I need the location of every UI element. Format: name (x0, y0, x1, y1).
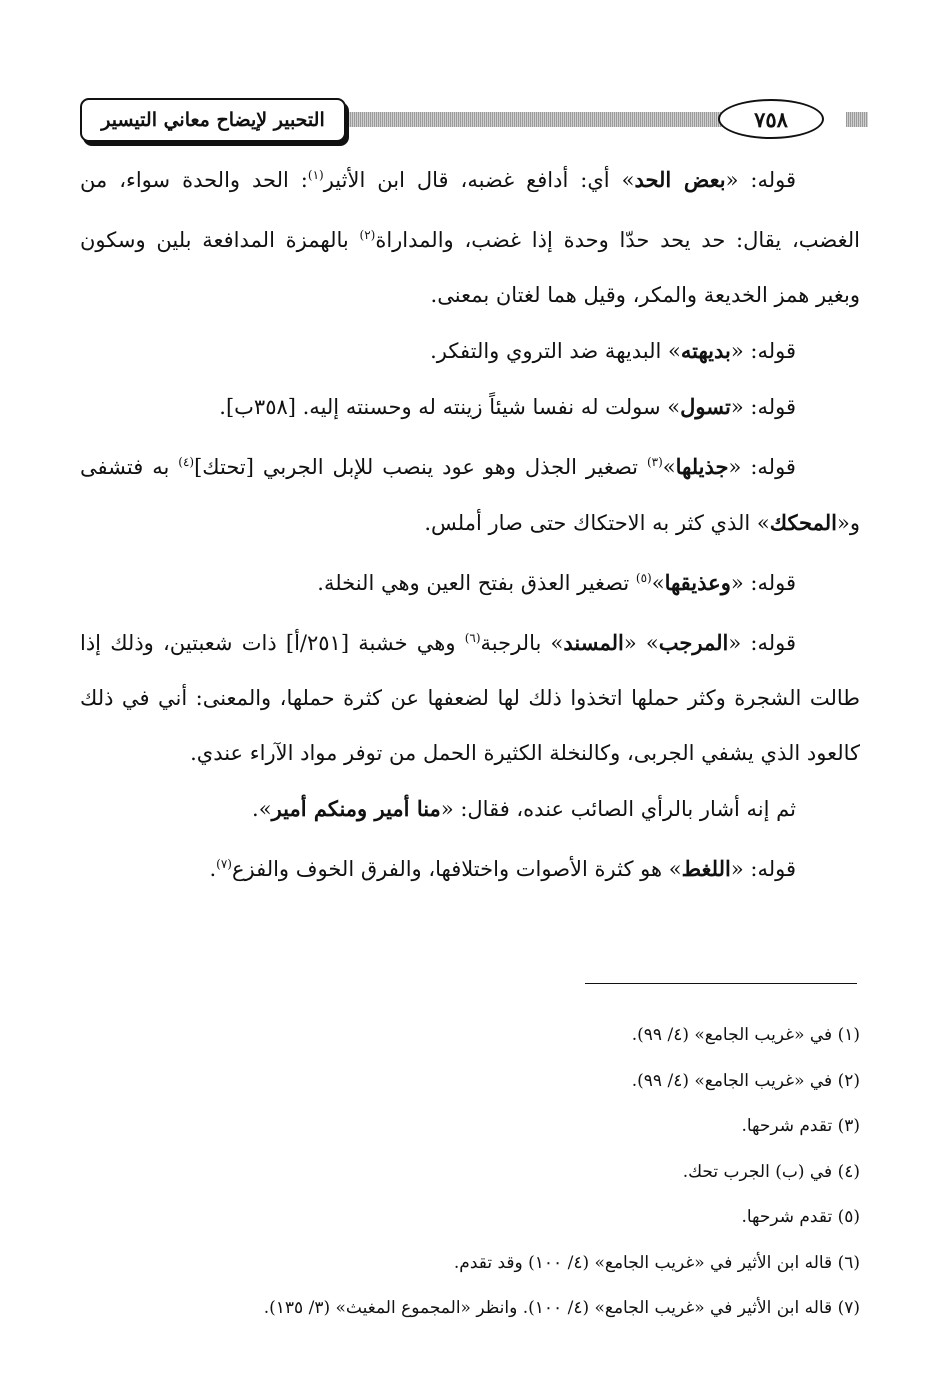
text-run: قوله: « (725, 168, 796, 192)
text-run: تصغير العذق بفتح العين وهي النخلة. (317, 571, 636, 595)
footnote-5: (٥) تقدم شرحها. (741, 1207, 860, 1227)
footnotes (200, 1013, 860, 1332)
footnote-2: (٢) في «غريب الجامع» (٤/ ٩٩). (631, 1070, 860, 1091)
text-run: . (209, 857, 217, 881)
text-run: » سولت له نفسا شيئاً زينته له وحسنته إليه. [٣٥٨ب]. (219, 395, 681, 419)
term-bold: بديهته (680, 338, 731, 363)
paragraph-7 (80, 781, 860, 837)
term-bold: اللغط (681, 856, 731, 881)
main-text (80, 148, 860, 897)
text-run: » (651, 571, 665, 595)
paragraph-1 (80, 148, 860, 323)
term-bold: المحكك (769, 510, 837, 535)
text-run: تصغير الجذل وهو عود ينصب للإبل الجربي [تحتك] (194, 455, 647, 479)
header-ornament-tail (846, 112, 868, 127)
text-run: » هو كثرة الأصوات واختلافها، والفرق الخوف والفزع (231, 857, 682, 881)
text-run: ». (252, 797, 272, 821)
text-run: » البديهة ضد التروي والتفكر. (430, 339, 681, 363)
paragraph-3 (80, 379, 860, 435)
text-run: قوله: « (730, 571, 796, 595)
footnote-ref: (١) (307, 168, 324, 182)
paragraph-2 (80, 323, 860, 379)
text-run: : الحد والحدة سواء، من الغضب، يقال: حد يحد حدّا وحدة إذا غضب، والمداراة (80, 168, 860, 252)
text-run: قوله: « (730, 395, 796, 419)
text-run: » « (623, 631, 659, 655)
footnote-ref: (٦) (464, 631, 481, 645)
text-run: به فتشفى و« (80, 455, 860, 535)
term-bold: جذيلها (675, 454, 729, 479)
footnote-3: (٣) تقدم شرحها. (741, 1116, 860, 1136)
page-number: ٧٥٨ (718, 99, 824, 139)
page-header (78, 98, 868, 148)
footnote-ref: (٤) (178, 455, 195, 469)
footnote-7: (٧) قاله ابن الأثير في «غريب الجامع» (٤/ ١٠٠). وانظر «المجموع المغيث» (٣/ ١٣٥). (263, 1298, 860, 1318)
footnote-ref: (٧) (216, 857, 232, 871)
term-bold: بعض الحد (634, 167, 726, 192)
footnote-4: (٤) في (ب) الجرب تحك. (682, 1161, 860, 1182)
paragraph-4 (80, 435, 860, 551)
term-bold: منا أمير ومنكم أمير (271, 796, 441, 821)
text-run: بالهمزة المدافعة بلين وسكون وبغير همز الخديعة والمكر، وقيل هما لغتان بمعنى. (80, 228, 860, 307)
footnote-ref: (٥) (635, 571, 652, 585)
text-run: وهي خشبة [٢٥١/أ] ذات شعبتين، وذلك إذا طالت الشجرة وكثر حملها اتخذوا ذلك لها لضعفها عن كثرة حملها، والمعنى: أني في ذلك كالعود الذي يشفي الجربى، وكالنخلة الكثيرة الحمل من توفر مواد الآراء عندي. (80, 631, 860, 765)
term-bold: تسول (680, 394, 731, 419)
text-run: » (662, 455, 676, 479)
text-run: » بالرجبة (480, 631, 564, 655)
paragraph-5 (80, 551, 860, 611)
paragraph-8 (80, 837, 860, 897)
paragraph-6 (80, 611, 860, 781)
footnote-6: (٦) قاله ابن الأثير في «غريب الجامع» (٤/ ١٠٠) وقد تقدم. (453, 1252, 860, 1273)
text-run: قوله: « (730, 339, 796, 363)
text-run: قوله: « (728, 631, 796, 655)
term-bold: المسند (563, 630, 624, 655)
footnote-separator (585, 983, 857, 984)
term-bold: المرجب (658, 630, 729, 655)
term-bold: وعذيقها (664, 570, 731, 595)
text-run: قوله: « (728, 455, 796, 479)
text-run: » الذي كثر به الاحتكاك حتى صار أملس. (424, 511, 770, 535)
footnote-1: (١) في «غريب الجامع» (٤/ ٩٩). (631, 1025, 860, 1045)
footnote-ref: (٣) (646, 455, 663, 469)
book-title: التحبير لإيضاح معاني التيسير (80, 98, 346, 142)
text-run: » أي: أدافع غضبه، قال ابن الأثير (323, 168, 635, 192)
text-run: ثم إنه أشار بالرأي الصائب عنده، فقال: « (440, 797, 796, 821)
footnote-ref: (٢) (359, 228, 376, 242)
text-run: قوله: « (730, 857, 796, 881)
